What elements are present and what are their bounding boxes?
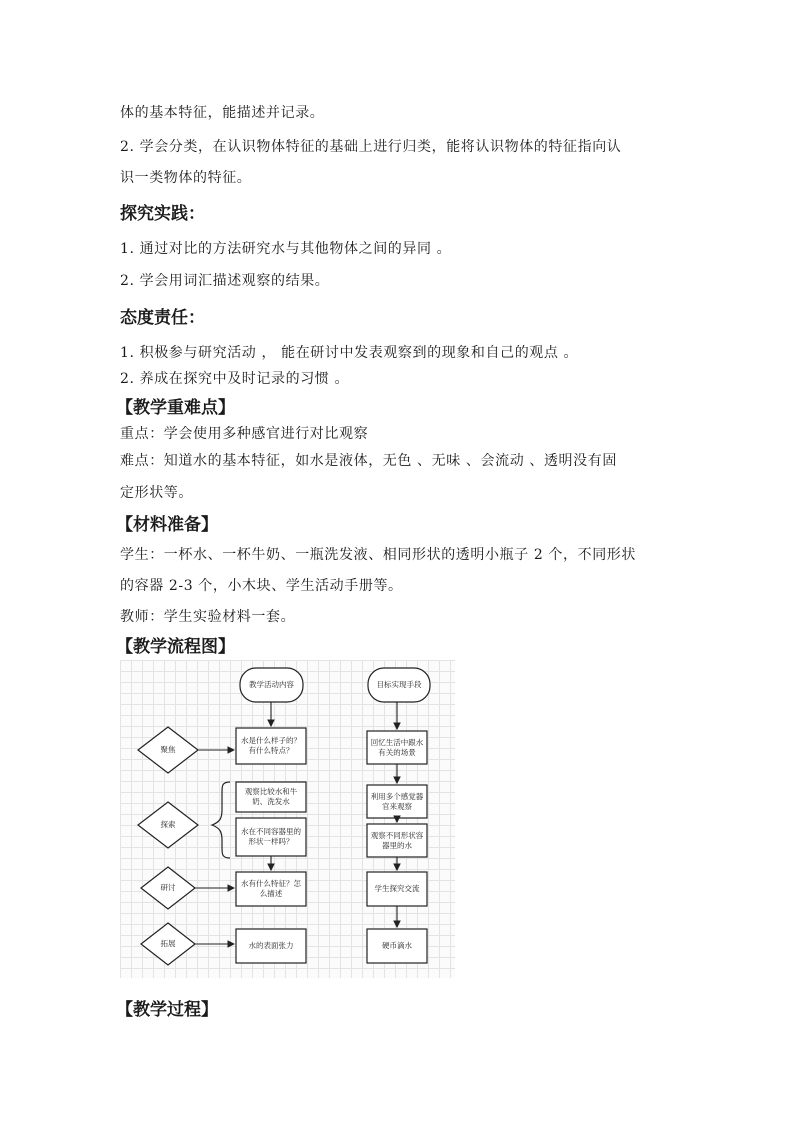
flow-means-4: 学生探究交流 [374,884,420,893]
flow-activity-1: 水是什么样子的？有什么特点？ [241,736,301,755]
flow-activity-5: 水的表面张力 [248,941,294,950]
section-flowchart: 【教学流程图】 [116,637,235,657]
flow-activity-2: 观察比较水和牛奶、洗发水 [244,787,298,806]
flow-means-3: 观察不同形状容器里的水 [370,830,424,850]
teaching-flowchart [120,660,455,978]
practice-item-1: 1. 通过对比的方法研究水与其他物体之间的异同 。 [120,241,452,257]
attitude-item-1: 1. 积极参与研究活动 ， 能在研讨中发表观察到的现象和自己的观点 。 [120,345,579,361]
objective-text-1: 体的基本特征，能描述并记录。 [120,105,325,121]
flow-means-2: 利用多个感觉器官来观察 [370,791,424,811]
heading-practice: 探究实践： [120,204,205,224]
flow-stage-focus: 聚焦 [160,745,176,754]
section-process: 【教学过程】 [116,1000,218,1020]
students-materials-cont: 的容器 2-3 个，小木块、学生活动手册等。 [120,578,403,594]
difficulty-text: 难点：知道水的基本特征，如水是液体，无色 、无味 、会流动 、透明没有固 [120,453,617,469]
key-point-text: 重点：学会使用多种感官进行对比观察 [120,426,369,442]
students-materials: 学生：一杯水、一杯牛奶、一瓶洗发液、相同形状的透明小瓶子 2 个，不同形状 [120,547,637,563]
section-key-points: 【教学重难点】 [116,398,235,418]
flow-means-1: 回忆生活中跟水有关的场景 [370,737,424,757]
flow-activity-3: 水在不同容器里的形状一样吗？ [241,827,301,846]
objective-text-2: 2. 学会分类，在认识物体特征的基础上进行归类，能将认识物体的特征指向认 [120,139,622,155]
flow-activity-4: 水有什么特征？怎么描述 [241,879,301,898]
flow-means-5: 硬币滴水 [382,941,412,950]
flow-header-activity: 教学活动内容 [249,680,294,689]
teacher-materials: 教师：学生实验材料一套。 [120,609,296,625]
practice-item-2: 2. 学会用词汇描述观察的结果。 [120,273,330,289]
difficulty-text-cont: 定形状等。 [120,485,193,501]
flow-header-means: 目标实现手段 [376,680,422,689]
section-materials: 【材料准备】 [116,515,218,535]
attitude-item-2: 2. 养成在探究中及时记录的习惯 。 [120,371,350,387]
heading-attitude: 态度责任： [120,308,205,328]
objective-text-2-cont: 识一类物体的特征。 [120,170,252,186]
flow-stage-explore: 探索 [160,820,176,829]
flow-stage-discuss: 研讨 [160,883,176,892]
flow-stage-expand: 拓展 [160,939,176,948]
